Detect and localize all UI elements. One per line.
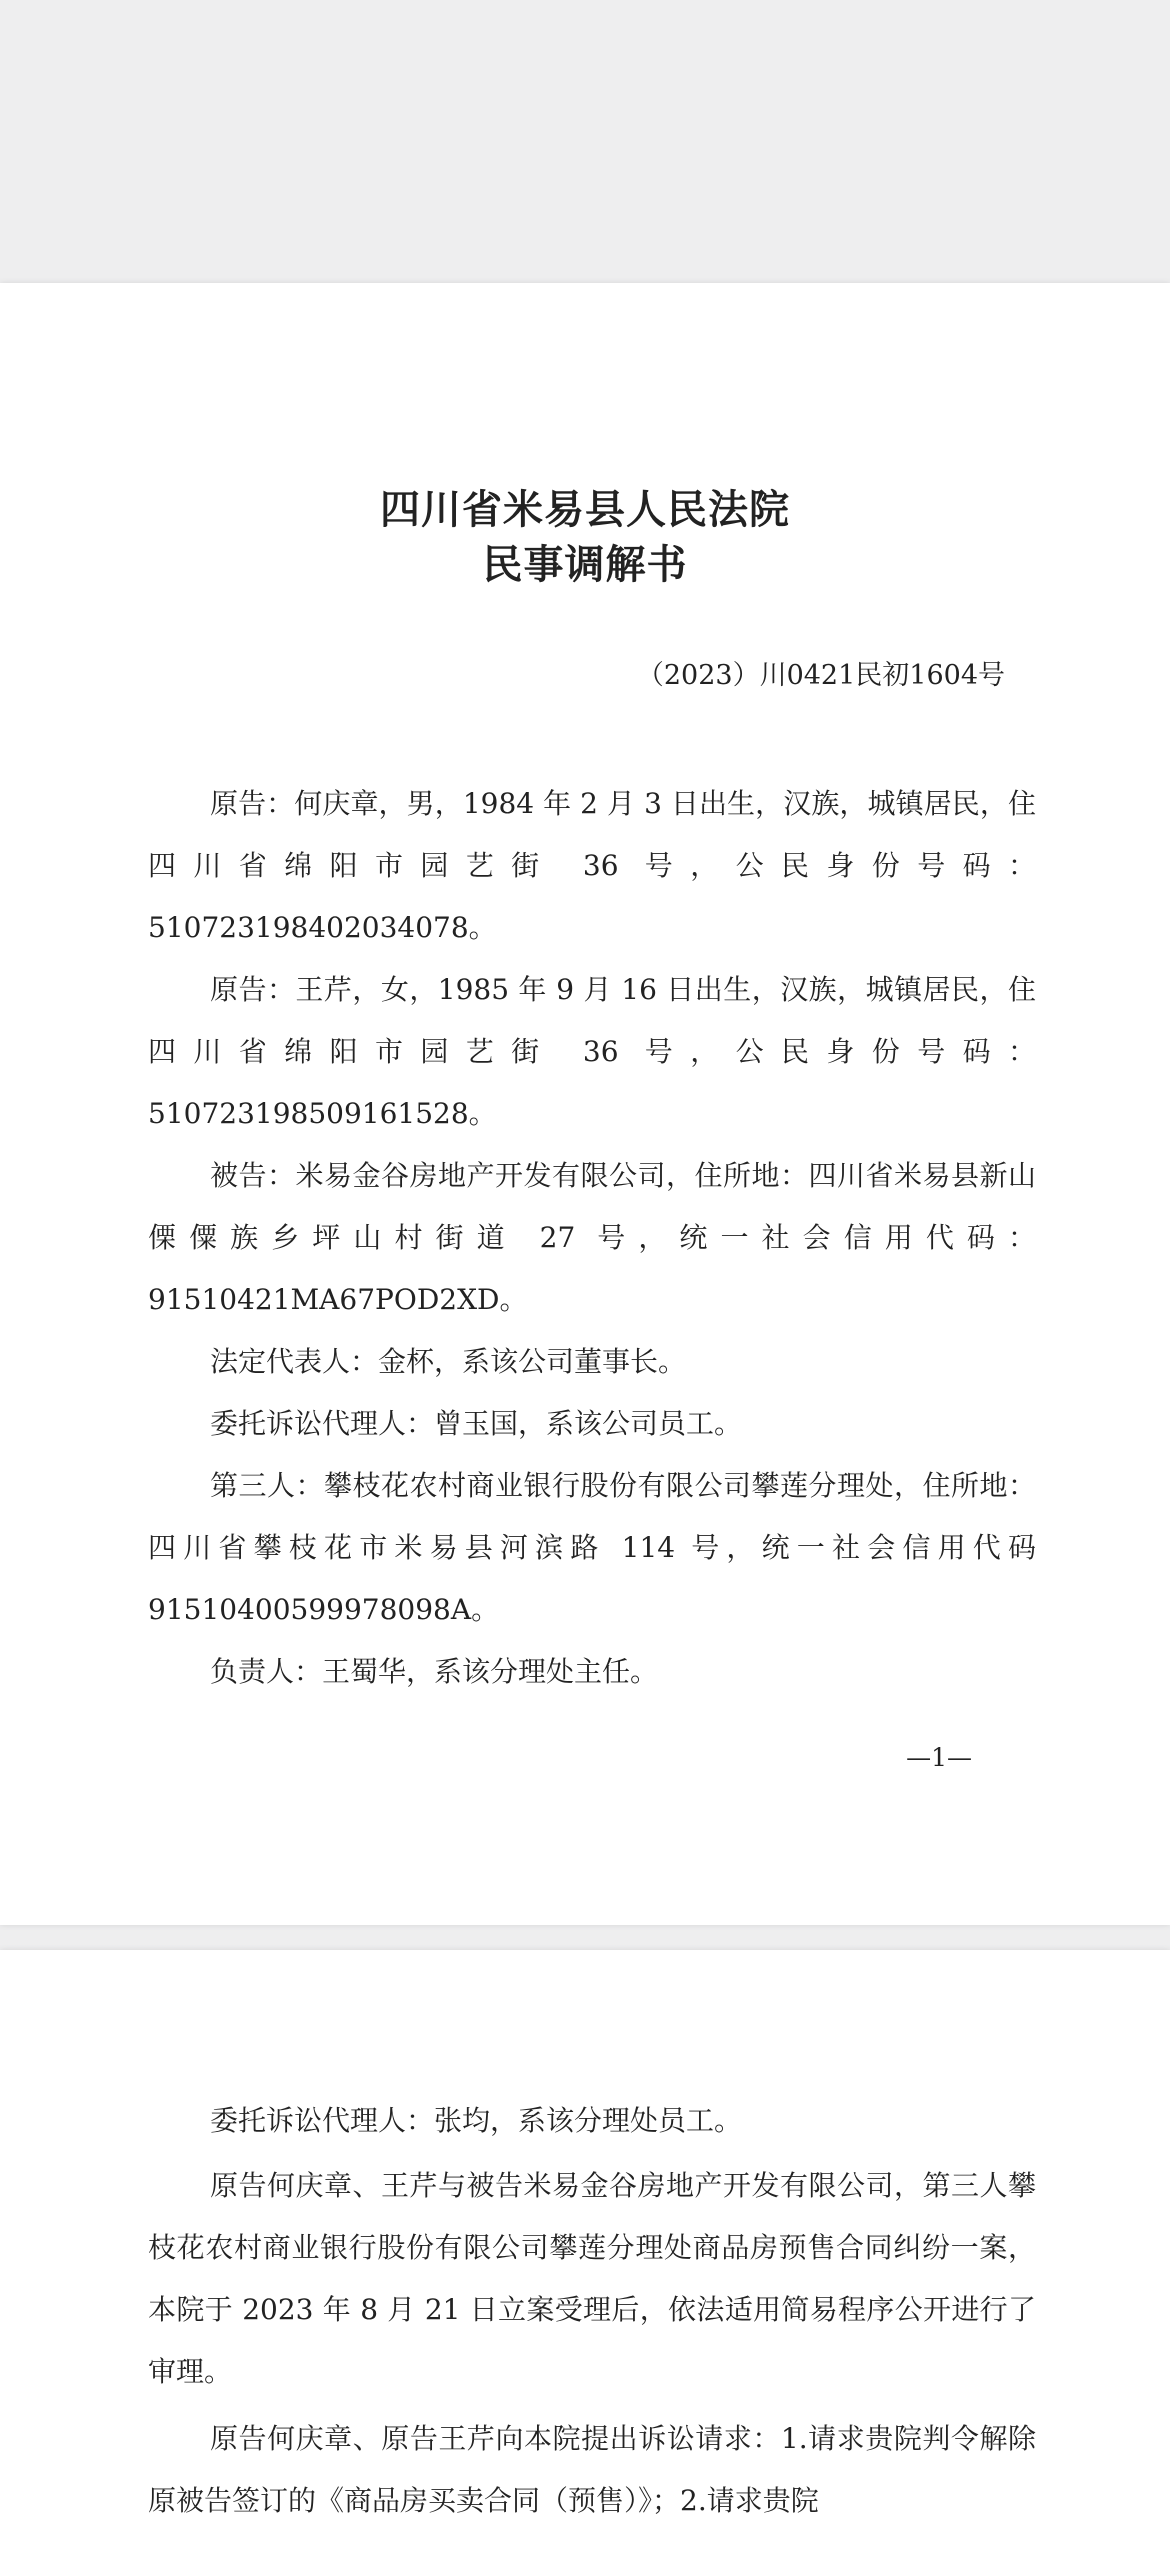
document-page-1	[0, 283, 1170, 1925]
court-name-heading: 四川省米易县人民法院	[380, 486, 790, 533]
defendant-paragraph: 被告：米易金谷房地产开发有限公司，住所地：四川省米易县新山傈僳族乡坪山村街道 27 号，统一社会信用代码：91510421MA67POD2XD。	[148, 1159, 1036, 1316]
third-party-paragraph: 第三人：攀枝花农村商业银行股份有限公司攀莲分理处，住所地：四川省攀枝花市米易县河滨路 114 号，统一社会信用代码 91510400599978098A。	[148, 1469, 1036, 1626]
claims-paragraph: 原告何庆章、原告王芹向本院提出诉讼请求：1.请求贵院判令解除原被告签订的《商品房买卖合同（预售）》；2.请求贵院	[148, 2422, 1036, 2517]
case-number: （2023）川0421民初1604号	[636, 660, 1005, 691]
third-party-agent-paragraph: 委托诉讼代理人：张均，系该分理处员工。	[210, 2104, 743, 2137]
plaintiff-2-paragraph: 原告：王芹，女，1985 年 9 月 16 日出生，汉族，城镇居民，住四川省绵阳市园艺街 36 号，公民身份号码：510723198509161528。	[148, 973, 1036, 1130]
document-type-heading: 民事调解书	[482, 541, 688, 588]
plaintiff-1-paragraph: 原告：何庆章，男，1984 年 2 月 3 日出生，汉族，城镇居民，住四川省绵阳市园艺街 36 号，公民身份号码：510723198402034078。	[148, 787, 1036, 944]
legal-representative-paragraph: 法定代表人：金杯，系该公司董事长。	[210, 1345, 687, 1378]
case-summary-paragraph: 原告何庆章、王芹与被告米易金谷房地产开发有限公司，第三人攀枝花农村商业银行股份有限公司攀莲分理处商品房预售合同纠纷一案，本院于 2023 年 8 月 21 日立案受理后，依法适用简易程序公开进行了审理。	[148, 2169, 1036, 2388]
page-number: —1—	[906, 1743, 972, 1772]
defendant-agent-paragraph: 委托诉讼代理人：曾玉国，系该公司员工。	[210, 1407, 743, 1440]
third-party-head-paragraph: 负责人：王蜀华，系该分理处主任。	[210, 1655, 659, 1688]
document-page-2	[0, 1950, 1170, 2550]
